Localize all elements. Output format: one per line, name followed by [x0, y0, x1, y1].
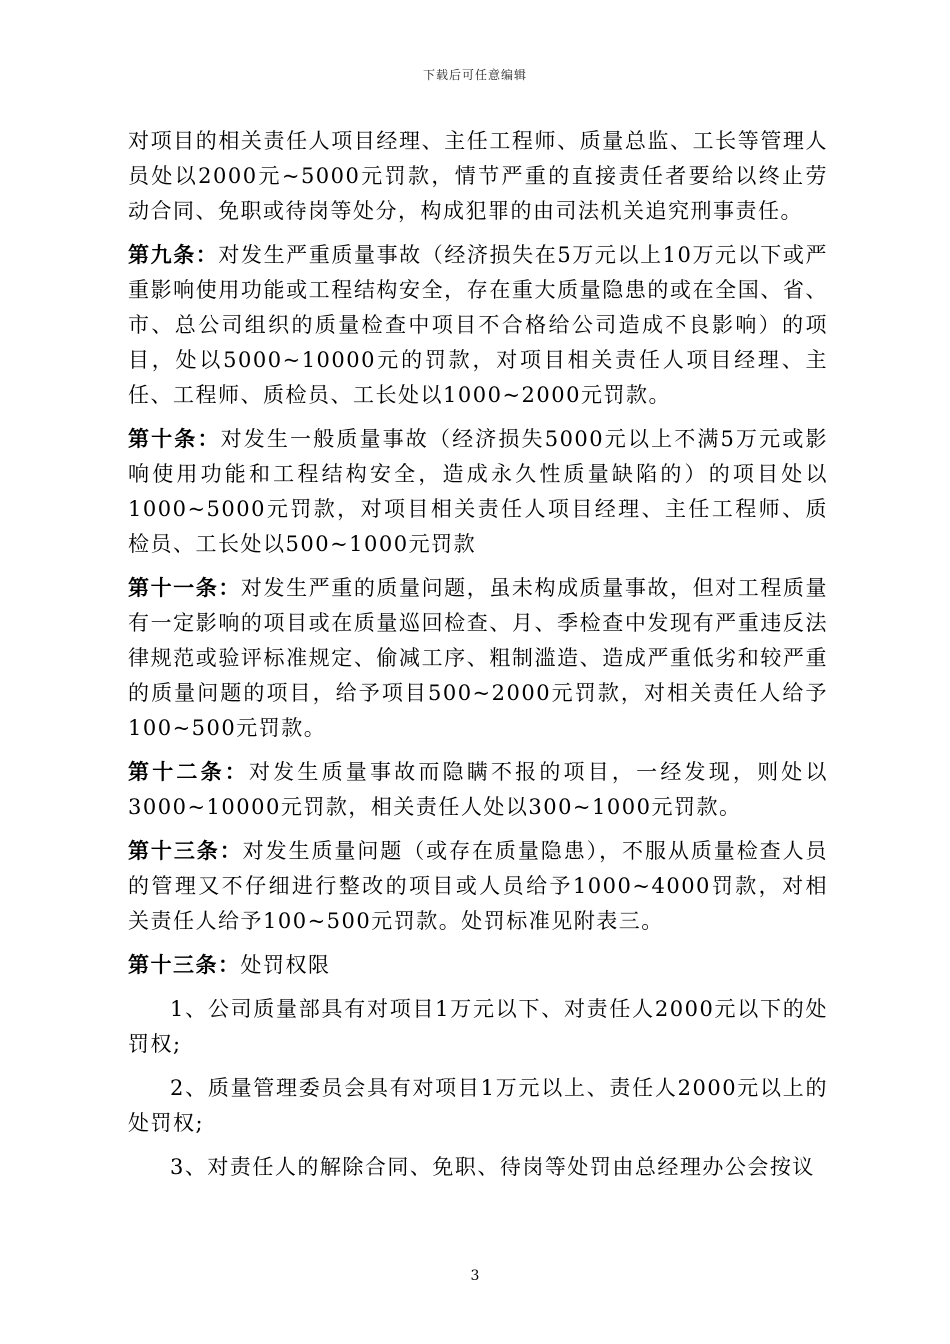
authority-item-3: [128, 1150, 828, 1185]
article-text: 对发生一般质量事故（经济损失5000元以上不满5万元或影响使用功能和工程结构安全，造成永久性质量缺陷的）的项目处以1000~5000元罚款，对项目相关责任人项目经理、主任工程师、质检员、工长处以500~1000元罚款: [128, 427, 829, 556]
article-text: 处罚权限: [240, 953, 331, 977]
article-text: 对发生严重质量事故（经济损失在5万元以上10万元以下或严重影响使用功能或工程结构安全，存在重大质量隐患的或在全国、省、市、总公司组织的质量检查中项目不合格给公司造成不良影响）的项目，处以5000~10000元的罚款，对项目相关责任人项目经理、主任、工程师、质检员、工长处以1000~2000元罚款。: [128, 243, 828, 407]
article-13: [128, 834, 828, 939]
article-label: 第九条：: [128, 243, 219, 267]
article-text: 对发生质量事故而隐瞒不报的项目，一经发现，则处以3000~10000元罚款，相关责任人处以300~1000元罚款。: [128, 760, 829, 819]
authority-item-1: [128, 992, 828, 1062]
paragraph-continuation: [128, 124, 828, 229]
article-12: [128, 755, 828, 825]
authority-item-2: [128, 1071, 828, 1141]
article-text: 对发生质量问题（或存在质量隐患），不服从质量检查人员的管理又不仔细进行整改的项目或人员给予1000~4000罚款，对相关责任人给予100~500元罚款。处罚标准见附表三。: [128, 839, 829, 933]
article-13-authority: [128, 948, 828, 983]
document-body: [128, 124, 828, 1194]
list-item-text: 1、公司质量部具有对项目1万元以下、对责任人2000元以下的处罚权;: [128, 997, 828, 1056]
article-11: [128, 571, 828, 746]
list-item-text: 3、对责任人的解除合同、免职、待岗等处罚由总经理办公会按议: [170, 1155, 815, 1179]
page-header: 下载后可任意编辑: [422, 68, 527, 82]
article-label: 第十一条：: [128, 576, 241, 600]
article-label: 第十条：: [128, 427, 221, 451]
list-item-text: 2、质量管理委员会具有对项目1万元以上、责任人2000元以上的处罚权;: [128, 1076, 828, 1135]
article-text: 对发生严重的质量问题，虽未构成质量事故，但对工程质量有一定影响的项目或在质量巡回检查、月、季检查中发现有严重违反法律规范或验评标准规定、偷减工序、粗制滥造、造成严重低劣和较严重的质量问题的项目，给予项目500~2000元罚款，对相关责任人给予100~500元罚款。: [128, 576, 829, 740]
article-label: 第十三条：: [128, 839, 243, 863]
paragraph-text: 对项目的相关责任人项目经理、主任工程师、质量总监、工长等管理人员处以2000元~5000元罚款，情节严重的直接责任者要给以终止劳动合同、免职或待岗等处分，构成犯罪的由司法机关追究刑事责任。: [128, 129, 828, 223]
page-number: 3: [470, 1268, 480, 1284]
article-label: 第十三条：: [128, 953, 241, 977]
article-label: 第十二条：: [128, 760, 249, 784]
article-10: [128, 422, 828, 562]
article-9: [128, 238, 828, 413]
